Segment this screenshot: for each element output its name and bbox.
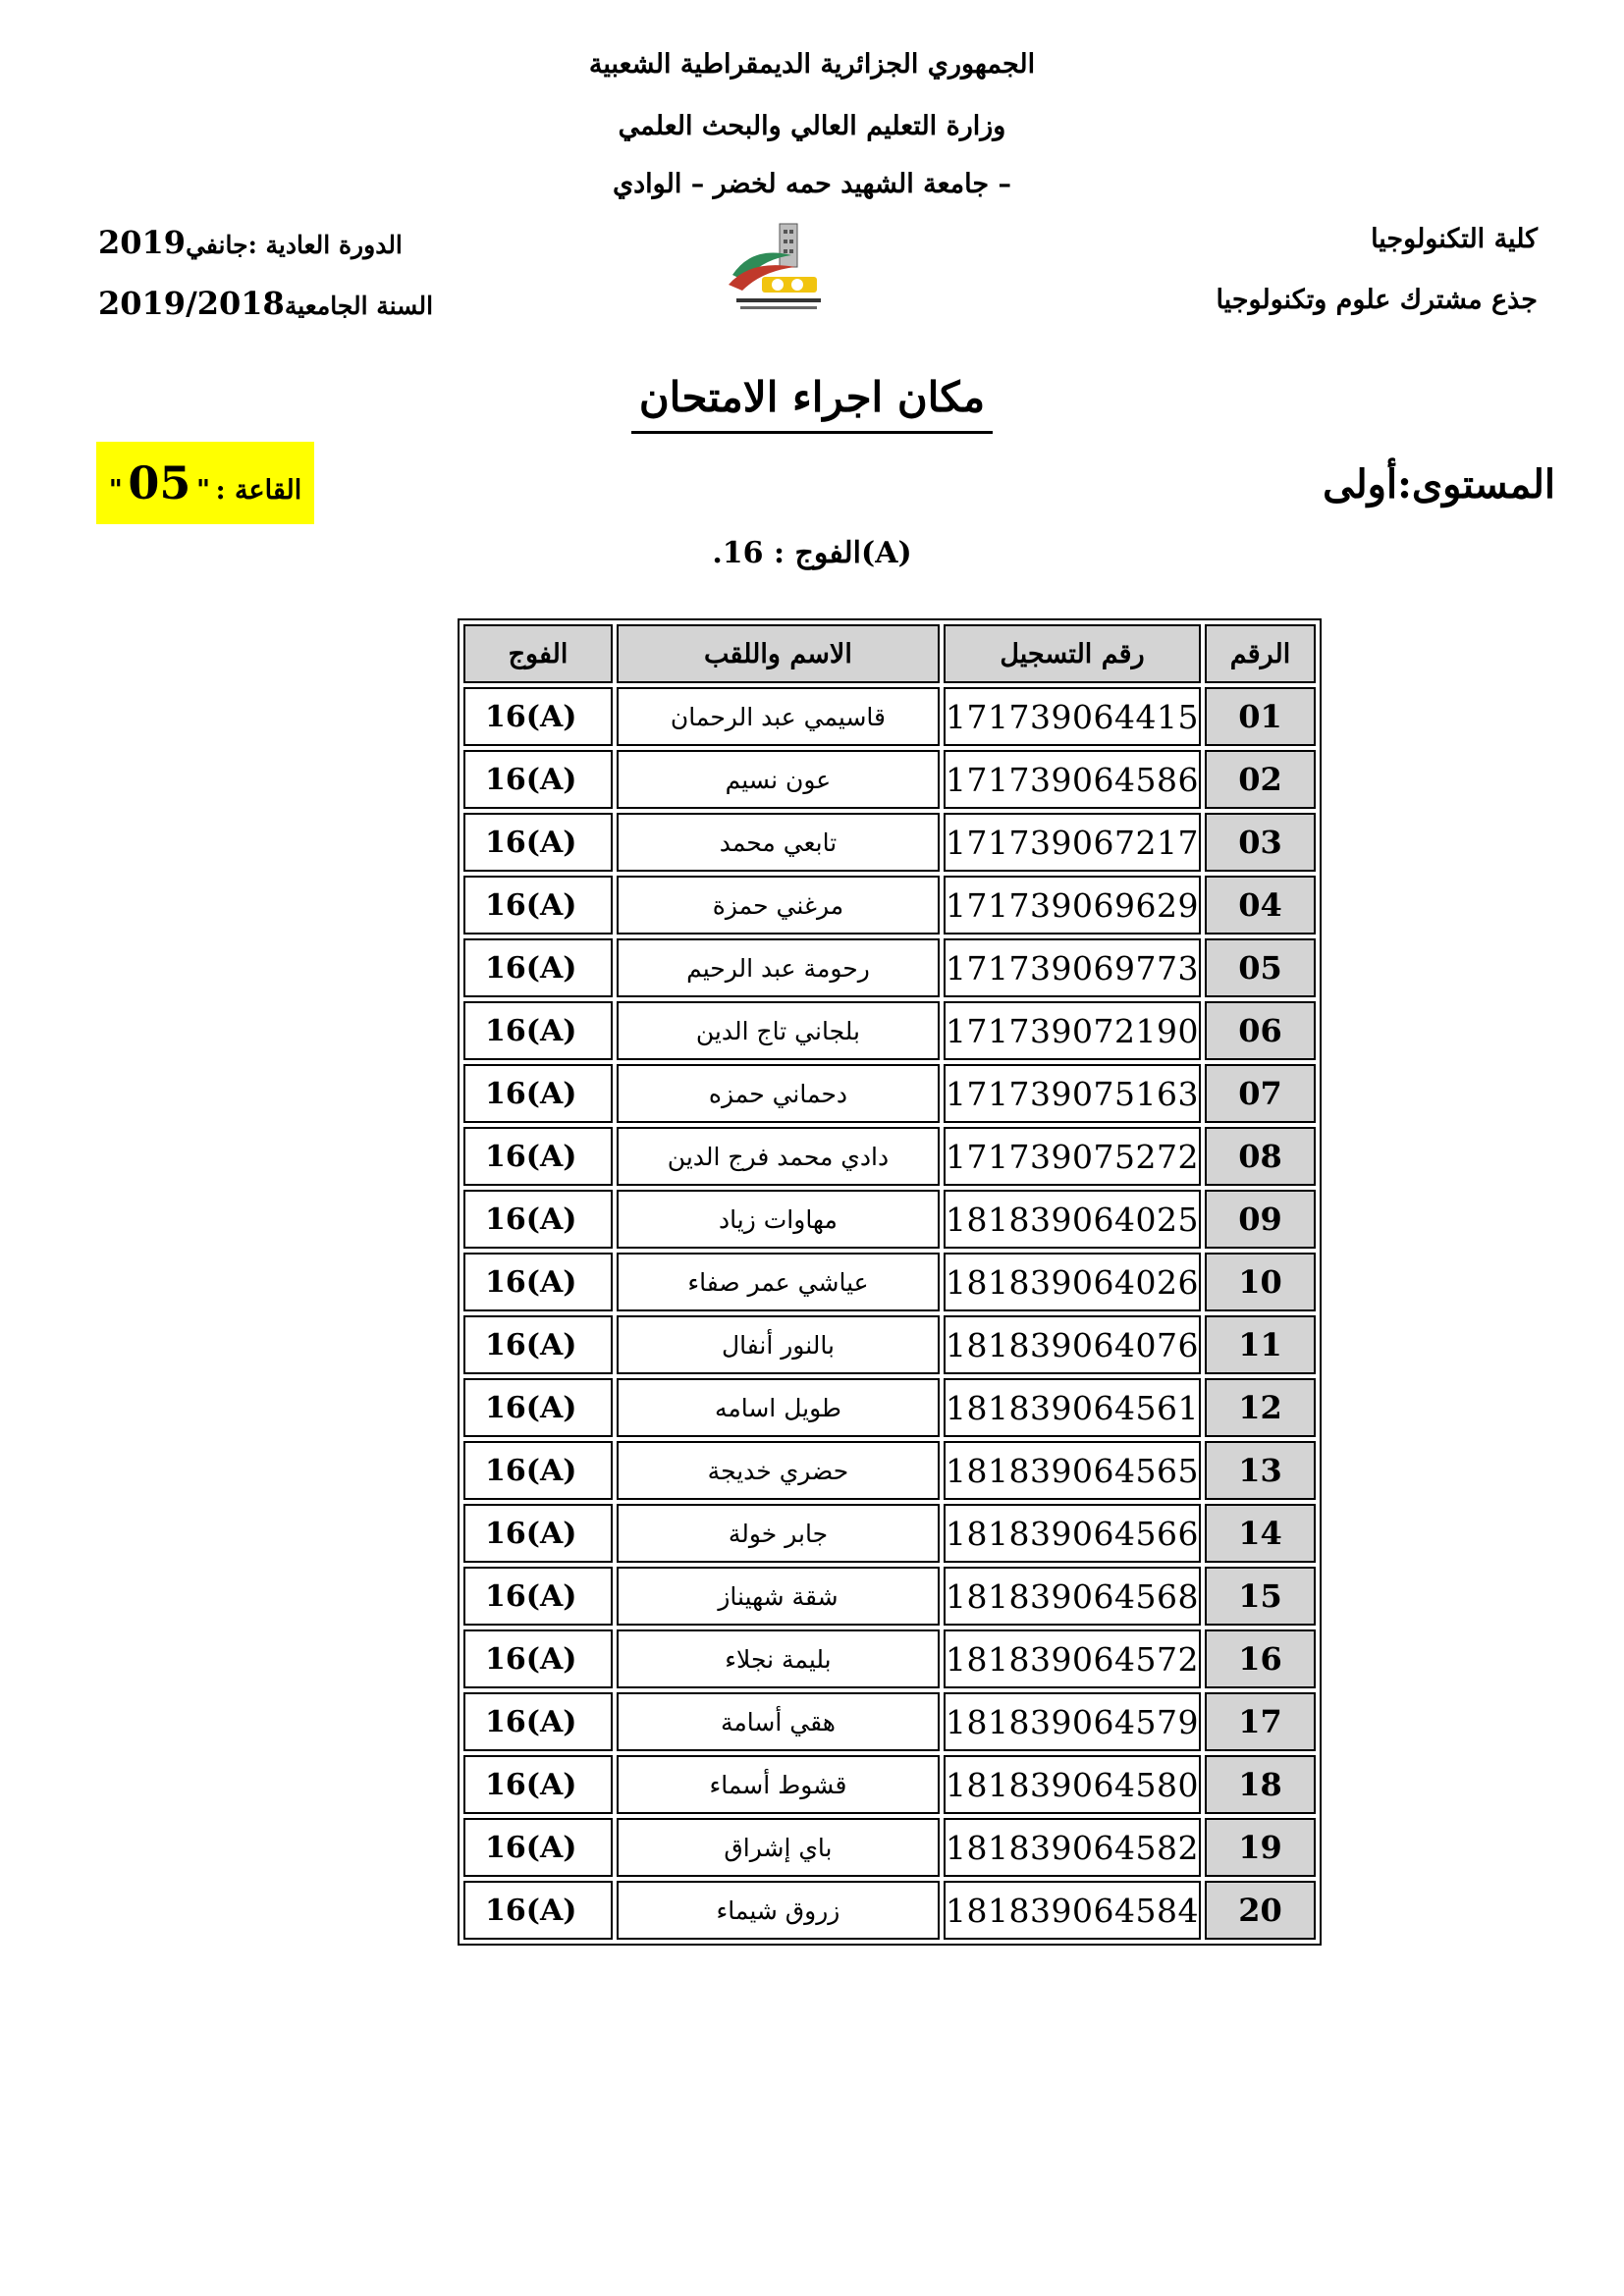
row-number: 20 bbox=[1205, 1881, 1316, 1940]
registration-number: 181839064584 bbox=[944, 1881, 1201, 1940]
student-name: عياشي عمر صفاء bbox=[617, 1253, 940, 1311]
branch-name: جذع مشترك علوم وتكنولوجيا bbox=[1216, 285, 1538, 315]
student-group: 16(A) bbox=[463, 1378, 613, 1437]
registration-number: 181839064565 bbox=[944, 1441, 1201, 1500]
row-number: 12 bbox=[1205, 1378, 1316, 1437]
table-row bbox=[463, 1567, 1316, 1626]
registration-number: 171739069629 bbox=[944, 876, 1201, 934]
table-row bbox=[463, 1818, 1316, 1877]
registration-number: 181839064579 bbox=[944, 1692, 1201, 1751]
document-title bbox=[0, 373, 1624, 434]
student-name: زروق شيماء bbox=[617, 1881, 940, 1940]
student-group: 16(A) bbox=[463, 938, 613, 997]
student-name: تابعي محمد bbox=[617, 813, 940, 872]
row-number: 13 bbox=[1205, 1441, 1316, 1500]
university-name: جامعة الشهيد حمه لخضر – الوادي – bbox=[613, 169, 1011, 199]
registration-number: 171739075163 bbox=[944, 1064, 1201, 1123]
student-group: 16(A) bbox=[463, 813, 613, 872]
student-group: 16(A) bbox=[463, 1692, 613, 1751]
student-name: رحومة عبد الرحيم bbox=[617, 938, 940, 997]
table-header-row bbox=[463, 624, 1316, 683]
registration-number: 171739064586 bbox=[944, 750, 1201, 809]
row-number: 01 bbox=[1205, 687, 1316, 746]
header-group: الفوج bbox=[463, 624, 613, 683]
row-number: 18 bbox=[1205, 1755, 1316, 1814]
table-row bbox=[463, 813, 1316, 872]
student-name: بلجاني تاج الدين bbox=[617, 1001, 940, 1060]
registration-number: 181839064566 bbox=[944, 1504, 1201, 1563]
level-label: المستوى:أولى bbox=[1323, 461, 1555, 507]
row-number: 08 bbox=[1205, 1127, 1316, 1186]
table-row bbox=[463, 1253, 1316, 1311]
header-name: الاسم واللقب bbox=[617, 624, 940, 683]
student-group: 16(A) bbox=[463, 750, 613, 809]
table-row bbox=[463, 1629, 1316, 1688]
session-label: الدورة العادية :جانفي bbox=[186, 231, 403, 259]
student-name: عون نسيم bbox=[617, 750, 940, 809]
student-group: 16(A) bbox=[463, 1127, 613, 1186]
table-row bbox=[463, 1190, 1316, 1249]
registration-number: 181839064568 bbox=[944, 1567, 1201, 1626]
table-row bbox=[463, 1315, 1316, 1374]
registration-number: 181839064076 bbox=[944, 1315, 1201, 1374]
student-name: هقي أسامة bbox=[617, 1692, 940, 1751]
student-name: قاسيمي عبد الرحمان bbox=[617, 687, 940, 746]
row-number: 11 bbox=[1205, 1315, 1316, 1374]
title-text: مكان اجراء الامتحان bbox=[631, 373, 993, 434]
academic-year-value: 2019/2018 bbox=[98, 285, 285, 322]
student-name: مهاوات زياد bbox=[617, 1190, 940, 1249]
student-name: شقة شهيناز bbox=[617, 1567, 940, 1626]
republic-name: الجمهوري الجزائرية الديمقراطية الشعبية bbox=[588, 49, 1036, 80]
registration-number: 171739064415 bbox=[944, 687, 1201, 746]
row-number: 04 bbox=[1205, 876, 1316, 934]
student-name: قشوط أسماء bbox=[617, 1755, 940, 1814]
registration-number: 171739072190 bbox=[944, 1001, 1201, 1060]
student-group: 16(A) bbox=[463, 1315, 613, 1374]
row-number: 10 bbox=[1205, 1253, 1316, 1311]
registration-number: 171739069773 bbox=[944, 938, 1201, 997]
row-number: 07 bbox=[1205, 1064, 1316, 1123]
hall-label: القاعة : bbox=[215, 475, 302, 506]
student-group: 16(A) bbox=[463, 1818, 613, 1877]
student-name: دادي محمد فرج الدين bbox=[617, 1127, 940, 1186]
table-row bbox=[463, 876, 1316, 934]
academic-year-label: السنة الجامعية bbox=[284, 292, 434, 320]
student-name: دحماني حمزه bbox=[617, 1064, 940, 1123]
hall-close-quote: " bbox=[108, 475, 123, 506]
ministry-name: وزارة التعليم العالي والبحث العلمي bbox=[618, 111, 1006, 141]
table-row bbox=[463, 1064, 1316, 1123]
table-row bbox=[463, 1378, 1316, 1437]
student-name: بالنور أنفال bbox=[617, 1315, 940, 1374]
student-group: 16(A) bbox=[463, 1504, 613, 1563]
registration-number: 181839064582 bbox=[944, 1818, 1201, 1877]
table-row bbox=[463, 1001, 1316, 1060]
table-row bbox=[463, 1504, 1316, 1563]
student-name: جابر خولة bbox=[617, 1504, 940, 1563]
hall-number: 05 bbox=[128, 456, 191, 509]
student-name: باي إشراق bbox=[617, 1818, 940, 1877]
row-number: 19 bbox=[1205, 1818, 1316, 1877]
hall-badge bbox=[96, 442, 314, 524]
student-group: 16(A) bbox=[463, 1567, 613, 1626]
row-number: 17 bbox=[1205, 1692, 1316, 1751]
student-group: 16(A) bbox=[463, 687, 613, 746]
row-number: 03 bbox=[1205, 813, 1316, 872]
registration-number: 171739067217 bbox=[944, 813, 1201, 872]
student-group: 16(A) bbox=[463, 1881, 613, 1940]
row-number: 09 bbox=[1205, 1190, 1316, 1249]
student-name: حضري خديجة bbox=[617, 1441, 940, 1500]
row-number: 06 bbox=[1205, 1001, 1316, 1060]
registration-number: 181839064025 bbox=[944, 1190, 1201, 1249]
row-number: 15 bbox=[1205, 1567, 1316, 1626]
student-group: 16(A) bbox=[463, 1064, 613, 1123]
registration-number: 181839064580 bbox=[944, 1755, 1201, 1814]
table-row bbox=[463, 1441, 1316, 1500]
table-row bbox=[463, 750, 1316, 809]
students-table bbox=[458, 618, 1322, 1946]
table-row bbox=[463, 938, 1316, 997]
registration-number: 181839064561 bbox=[944, 1378, 1201, 1437]
faculty-name: كلية التكنولوجيا bbox=[1371, 224, 1538, 254]
student-group: 16(A) bbox=[463, 1253, 613, 1311]
registration-number: 181839064572 bbox=[944, 1629, 1201, 1688]
row-number: 14 bbox=[1205, 1504, 1316, 1563]
table-row bbox=[463, 1692, 1316, 1751]
exam-session bbox=[98, 224, 403, 261]
table-row bbox=[463, 1755, 1316, 1814]
registration-number: 171739075272 bbox=[944, 1127, 1201, 1186]
hall-open-quote: " bbox=[196, 475, 211, 506]
student-name: مرغني حمزة bbox=[617, 876, 940, 934]
table-row bbox=[463, 1881, 1316, 1940]
student-name: بليمة نجلاء bbox=[617, 1629, 940, 1688]
table-row bbox=[463, 687, 1316, 746]
row-number: 16 bbox=[1205, 1629, 1316, 1688]
student-group: 16(A) bbox=[463, 1629, 613, 1688]
header-number: الرقم bbox=[1205, 624, 1316, 683]
student-group: 16(A) bbox=[463, 1001, 613, 1060]
session-year: 2019 bbox=[98, 224, 187, 261]
table-row bbox=[463, 1127, 1316, 1186]
row-number: 05 bbox=[1205, 938, 1316, 997]
student-group: 16(A) bbox=[463, 876, 613, 934]
student-name: طويل اسامه bbox=[617, 1378, 940, 1437]
header-registration: رقم التسجيل bbox=[944, 624, 1201, 683]
registration-number: 181839064026 bbox=[944, 1253, 1201, 1311]
university-logo-icon bbox=[723, 216, 833, 318]
student-group: 16(A) bbox=[463, 1441, 613, 1500]
student-group: 16(A) bbox=[463, 1755, 613, 1814]
student-group: 16(A) bbox=[463, 1190, 613, 1249]
academic-year bbox=[98, 285, 433, 322]
row-number: 02 bbox=[1205, 750, 1316, 809]
group-line: .الفوج : 16(A) bbox=[712, 536, 912, 570]
